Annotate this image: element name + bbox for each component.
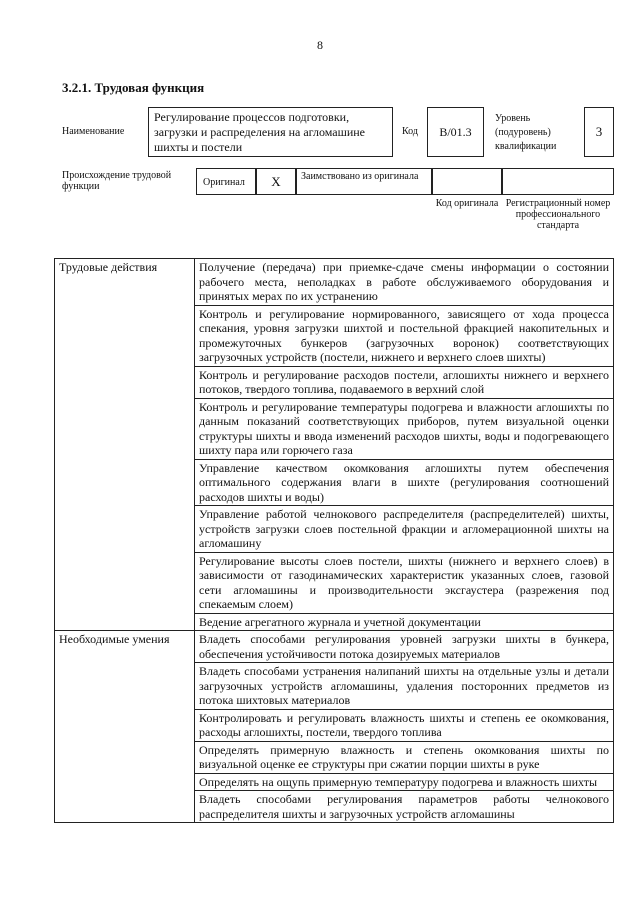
required-skill-item: Владеть способами устранения налипаний шихты на отдельные узлы и детали загрузочных устройств агломашины, удаления посторонних предметов из потока шихтовых материалов bbox=[195, 663, 614, 710]
original-mark-cell: X bbox=[256, 168, 296, 195]
function-code-box: B/01.3 bbox=[427, 107, 484, 157]
section-title: 3.2.1. Трудовая функция bbox=[62, 80, 205, 95]
function-name-box: Регулирование процессов подготовки, загрузки и распределения на агломашине шихты и постели bbox=[148, 107, 393, 157]
required-skill-item: Владеть способами регулирования уровней загрузки шихты в бункера, обеспечения устойчивости потока дозируемых материалов bbox=[195, 631, 614, 663]
required-skills-label: Необходимые умения bbox=[55, 631, 195, 823]
registration-number-cell bbox=[502, 168, 614, 195]
code-caption: Код оригинала bbox=[435, 198, 499, 209]
table-row bbox=[55, 259, 614, 306]
original-label-cell: Оригинал bbox=[196, 168, 256, 195]
labor-action-item: Контроль и регулирование расходов постели, аглошихты нижнего и верхнего потоков, твердого топлива, подаваемого в верхний слой bbox=[195, 366, 614, 398]
name-label: Наименование bbox=[62, 126, 125, 137]
required-skill-item: Определять примерную влажность и степень окомкования шихты по визуальной оценке ее структуры при сжатии порции шихты в руке bbox=[195, 741, 614, 773]
labor-action-item: Контроль и регулирование температуры подогрева и влажности аглошихты по данным показаний соответствующих приборов, путем визуальной оценки структуры шихты и ввода изменений расходов шихты, воды и подогревающего шихту пара или горючего газа bbox=[195, 398, 614, 459]
code-label: Код bbox=[402, 126, 418, 137]
required-skill-item: Владеть способами регулирования параметров работы челнокового распределителя шихты и загрузочных устройств агломашины bbox=[195, 791, 614, 823]
labor-action-item: Получение (передача) при приемке-сдаче смены информации о состоянии рабочего места, неполадках в работе обслуживаемого оборудования и принятых мерах по их устранению bbox=[195, 259, 614, 306]
level-label: Уровень (подуровень) квалификации bbox=[495, 113, 557, 152]
borrowed-label-cell: Заимствовано из оригинала bbox=[296, 168, 432, 195]
table-row bbox=[55, 631, 614, 663]
labor-action-item: Регулирование высоты слоев постели, шихты (нижнего и верхнего слоев) в зависимости от газодинамических характеристик указанных слоев, газовой сети агломашины и производительности эксгаустера (разрежения под спекаемым слоем) bbox=[195, 552, 614, 613]
required-skill-item: Определять на ощупь примерную температуру подогрева и влажность шихты bbox=[195, 773, 614, 791]
registration-caption: Регистрационный номер профессионального стандарта bbox=[505, 198, 611, 231]
original-code-cell bbox=[432, 168, 502, 195]
labor-action-item: Контроль и регулирование нормированного, зависящего от хода процесса спекания, уровня загрузки шихтой и постельной фракцией накопительных и промежуточных бункеров (загрузочных воронок) соответствующих загрузочных устройств (постели, нижнего и верхнего слоев шихты) bbox=[195, 305, 614, 366]
page-number: 8 bbox=[317, 38, 323, 52]
labor-action-item: Управление работой челнокового распределителя (распределителей) шихты, устройств загрузки слоев постельной фракции и агломерационной шихты на агломашину bbox=[195, 506, 614, 553]
origin-label: Происхождение трудовой функции bbox=[62, 170, 172, 192]
function-table bbox=[54, 258, 614, 823]
qualification-level-box: 3 bbox=[584, 107, 614, 157]
origin-row bbox=[196, 168, 614, 195]
labor-action-item: Ведение агрегатного журнала и учетной документации bbox=[195, 613, 614, 631]
labor-action-item: Управление качеством окомкования аглошихты путем обеспечения оптимального содержания влаги в шихте (регулирования соотношений расходов шихты и воды) bbox=[195, 459, 614, 506]
required-skill-item: Контролировать и регулировать влажность шихты и степень ее окомкования, расходы аглошихты, постели, твердого топлива bbox=[195, 709, 614, 741]
labor-actions-label: Трудовые действия bbox=[55, 259, 195, 631]
